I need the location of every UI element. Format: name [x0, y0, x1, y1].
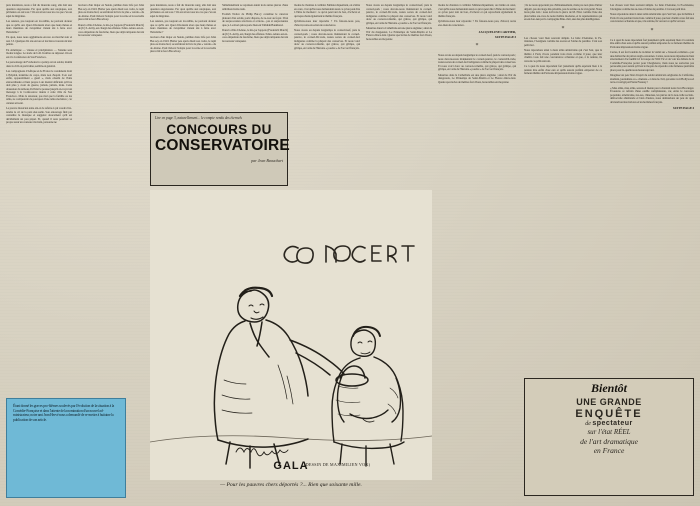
ad-line-6: en France [593, 446, 625, 455]
headline-title-line1: CONCOURS DU [166, 122, 272, 138]
ad-line-4: sur l'état RÉEL [587, 428, 631, 436]
paragraph: Nous répondons ainsi à deux amis américains qui c'est l'est, que la théâtre à Paris vivote pendant trois mois comme il joué, que leur cinéma vous fait une concurrence acharnée et que, à la rentrée, ils verront ce qu'ils verront. [610, 12, 694, 23]
paragraph: trouvera d'un major en Suède, publiée dans Life par John Her-sey en 1943. Hérier peu après disait son cadre, le repli plus ou moins bref, se terminant le livre le plus « vendu » du do-maine. Paul Osborn l'adapta pour la scène et la nouvelle pièce mit le feu à Broadway. [150, 35, 216, 53]
section-divider-asterisk: * [561, 25, 565, 32]
paragraph: Simultanément se représen-taient trois autres pièces d'une ambition moins rude. [222, 3, 288, 11]
ad-line-2: ENQUÊTE [575, 408, 643, 420]
ad-line-5: de l'art dramatique [580, 437, 638, 446]
ad-bientot-label: Bientôt [590, 381, 627, 395]
paragraph: Nous avons eu depuis longtemps le corned-beef, puis le corned-pork ; nous devons-nous maintenant le corned-pauvre, le corned-Di-vade, toutes sortes de corned-fect indigestes comme la plupart des conserves. Et nous voici donc au corned-comédie, qui grince, qui grimpe, qui grimpe, en vertu de l'histoire « poudre » de l'accord français. [366, 3, 432, 25]
paragraph: Nous répondons ainsi à deux amis américains qui c'est l'est, que la théâtre à Paris vivote pendant trois mois comme il joué, que leur cinéma vous fait une concurrence acharnée et que, à la rentrée, ils verront ce qu'ils verront. [524, 48, 602, 63]
advertisement-box[interactable] [524, 378, 694, 496]
paragraph: Certes, il est fort louable de ré-liérer la vérité sur « l'essouf-commun » par une démarche de pièces anglo-saxonnes. Certes, nous nous réjouissons bien sincèrement d'accueillir ici la troupe de l'Old Vic et de voir les débuts de la Comédie-Française porter pour l'Angleterre, mais nous ne som-mes pas persuadés pour autant qu'il est le moyen de répondre cette fameuse première place pour la-quelle nous beaucoup tant. [610, 50, 694, 72]
ad-line-3 [530, 420, 688, 428]
paragraph: Nous avons eu depuis longtemps le corned-beef, puis le corned-pork ; nous devons-nous maintenant le corned-pauvre, le corned-Di-vade, toutes sortes de corned-fect indigestes comme la plupart des conserves. Et nous voici donc au corned-comédie, qui grince, qui grimpe, qui grimpe, en vertu de l'histoire « poudre » de l'accord français. [438, 53, 516, 71]
paragraph: En Amérique — vitesse et précipitation — l'attente sera moins longue. Le stade de la R. Katrina au dépassé. On en est à la Conférence de San Francisco. [6, 47, 72, 59]
article-column-4 [222, 4, 288, 108]
paragraph: Foolish Notice de Philip Bar-ry constitue le canevas plaisant d'un soldat, porté disparu, de re-tour au foyer. D'où de surpre-nantes réactions et actions... pas si surprenantes que ça. Le mort qui ne porte bien est Tallulah Bankhead. [222, 12, 288, 27]
paragraph: Meurtres dans la Cathédrale est une pièce anglaise ; ainsi de l'Or du dangereux, Le Printemps de Saint-Martin et Le Fleuve étince-lant. Quatre spectacles de mérites fort divers, honorables en moyenne [366, 26, 432, 41]
article-column-7 [438, 4, 516, 374]
article-column-5 [294, 4, 360, 108]
headline-title-line2: CONSERVATOIRE [155, 137, 290, 155]
paragraph: Ce à quoi ils nous répondent fort justement qu'ils espèrent bien à la rentrée être enfin chez eux et qu'ils auront préféré emporter de ce fameux théâtre de Paris une impression moins vague. [524, 64, 602, 75]
continuation-note: SUITE PAGE 4 [672, 106, 694, 110]
paragraph: ; ils ne nous apportent pas d'éblouissement, mais pas non plus d'amer dégoût, pas de ratage mé-prisable, pas de sottise ou de vul-garité. Nous irons plus loin : nous écrivons la pièce de M. Eliot comme l'une des plus belles œu-vres de notre théâtre moderne, et la représentation qui en est don-née par la compagnie Mau-clair, une des plus intelligentes. [524, 3, 602, 21]
article-signature: JACQUELINE CARTIER, [478, 30, 516, 34]
paragraph: Imaginez un peu l'état d'esprit du soldat américain originaire de Californie, étudiant, journaliste ou « cinéaste » à dans le civil, qui entre voir Hollywood revu et corrigé par Pierre Fresnay ! [610, 73, 694, 84]
article-column-2 [78, 4, 144, 364]
paragraph: En quoi, nous nous agglutinons encore au marché noir et aux J.3. Quelque dix ans encore et les héros trouveront leur peinte. [6, 35, 72, 46]
paragraph: Dans la ville d'Adano, le ma-jor Joppolo (Frederich March) de (U) S. Army, est chargé des affaires civiles. Adano est en-core empreinte du fascisme, bien que déjà rampante devant le nouveau vainqueur. [78, 22, 144, 37]
editor-notice-text: Étant donné les graves pro-blèmes soulevés par l'évolution de la situation à la Comédie-Française et dans l'attente de la nomination d'un nouvel ad-ministrateur, notre ami Jean Hervé nous a demandé de re-mettre à huitaine la publication de son article. [13, 404, 115, 422]
ad-brand-name: spectateur [592, 420, 633, 427]
headline-byline: par Jean Beauchart [251, 158, 283, 164]
continuation-note: SUITE PAGE 3 [494, 35, 516, 39]
illustration-caption: — Pour les pauvres chers déportés ?... Rien que soixante mille. [220, 482, 362, 488]
paragraph: Les compagnons d'Afrique et de France le conduisent droit à l'hôpital, indemne de corps, mais non d'esprit. Il en sort enfin, apparemment « guéri », mais obsédé de l'idée extraordinaire et bien propre à un mental déficient qu'il ne doit plus y avoir de guerre, jamais, jamais, mais. Cette obsession du remous d'olivier le pousse jusqu'à en-voyer un message à la Confé-rence réunie à cette ville de San Francisco. Mais le sénateur, pas mal que la famille ou les amis, ne comprendra le pourquoi d'une telle résolution ; car curieux et isolé. [6, 69, 72, 105]
paragraph: Nous avons eu depuis longtemps le corned-beef, puis le corned-pork ; nous devons-nous maintenant le corned-pauvre, le corned-Di-vade, toutes sortes de corned-fect indigestes comme la plupart des conserves. Et nous voici donc au corned-comédie, qui grince, qui grimpe, qui grimpe, en vertu de l'histoire « poudre » de l'accord français. [294, 28, 360, 50]
paragraph: Le personnage de Foxholes in a parley est un soldat, mutilé dans la civil en particulier, semble en général. [6, 60, 72, 68]
illustration-credit: (DESSIN DE MAXIMILIEN VOX) [304, 462, 371, 467]
ad-line-3-prefix: de [585, 421, 591, 427]
article-column-3 [150, 4, 216, 108]
article-column-9 [610, 4, 694, 374]
section-divider-asterisk: * [650, 27, 654, 34]
paragraph: moins de chantres à combler. Mélancoliquement, on s'attire en ceux, c'est qu'ils nous demandent aussi ce qu'on peut dire à l'âme de moment : ce qu'on peut tant de bon, d'achevé et qui reprochent également le théâtre français. [294, 3, 360, 18]
headline-box [150, 112, 288, 186]
paragraph: Qu'allons-nous leur répondre ? En faisons-nous peu, d'abord, notre exa-men de conscience. [438, 19, 516, 27]
paragraph: Les choses vont bien souvent simple. La lutte d'Antoine, la Pa-rizienne, l'Araignée comme les au-tres et l'Ame de paraître. C'est son petit mot. [524, 35, 602, 47]
paragraph: Meurtres dans la Cathédrale est une pièce anglaise ; ainsi de l'Or du dangereux, Le Printemps de Saint-Martin et Le Fleuve étince-lant. Quatre spectacles de mérites fort divers, honorables en moyenne [438, 72, 516, 84]
ad-line-1: UNE GRANDE [576, 397, 642, 407]
illustration-gala-title: GALA [273, 460, 309, 472]
paragraph: moins de chantres à combler. Mélancoliquement, on s'attire en ceux, c'est qu'ils nous demandent aussi ce qu'on peut dire à l'âme de moment : ce qu'on peut tant de bon, d'achevé et qui reprochent également le théâtre français. [438, 3, 516, 18]
headline-lead: Lire en page 3, naturellement... le compte rendu des éternels [155, 116, 242, 120]
paragraph: purs intentions, nous a fait du mauvais sang, elle doit une question angoissante. Par quoi qu'elle aux utopiques, aux primaires on aut tous ? On savait en tous les cas que c'en un sujet de migraine. [150, 3, 216, 18]
paragraph: Les auteurs, pas toujours en tra-taillés, ne peuvent donner que ce qu'ils ont. Quoi d'étonnant alors que leurs thèses et leurs manières de s'exprimer n'aient été à faire avec l'héroïsme ? [150, 19, 216, 34]
paragraph: Dans la ville d'Adano, le ma-jor Joppolo (Frederich March) de (U) S. Army, est chargé des affaires civiles. Adano est en-core empreinte du fascisme, bien que déjà rampante devant le nouveau vainqueur. [222, 28, 288, 43]
editor-notice-box [6, 398, 126, 498]
paragraph: Ce à quoi ils nous répondent fort justement qu'ils espèrent bien à la rentrée être enfin chez eux et qu'ils auront préféré emporter de ce fameux théâtre de Paris une impression moins vague. [610, 37, 694, 49]
paragraph: purs intentions, nous a fait du mauvais sang, elle doit une question angoissante. Par quoi qu'elle aux utopiques, aux primaires on aut tous ? On savait en tous les cas que c'en un sujet de migraine. [6, 3, 72, 18]
paragraph: Le pauvre musicien tente ain-si de refaire à qui voudra l'en-tendre le cri de la paix éter-nelle. Son entourage finit par connaître la musique et suggérer doucement qu'il est décidément un peu piqué. Et, quand il aura pourtant sa propre sœur un couteau à la main, personne ne [6, 106, 72, 124]
article-column-8 [524, 4, 602, 374]
paragraph: Qu'allons-nous leur répondre ? En faisons-nous peu, d'abord, notre exa-men de conscience. [294, 19, 360, 27]
paragraph: Les auteurs, pas toujours en tra-taillés, ne peuvent donner que ce qu'ils ont. Quoi d'étonnant alors que leurs thèses et leurs manières de s'exprimer n'aient été à faire avec l'héroïsme ? [6, 19, 72, 34]
illustration-drawing [150, 190, 432, 480]
paragraph: Les choses vont bien souvent simple. La lutte d'Antoine, la Pa-rizienne, l'Araignée comme les au-tres et l'Ame de paraître. C'est son petit mot. [610, 3, 694, 11]
paragraph: trouvera d'un major en Suède, publiée dans Life par John Her-sey en 1943. Hérier peu après disait son cadre, le repli plus ou moins bref, se terminant le livre le plus « vendu » du do-maine. Paul Osborn l'adapta pour la scène et la nouvelle pièce mit le feu à Broadway. [78, 3, 144, 21]
article-column-6 [366, 4, 432, 108]
section-divider-asterisk: * [475, 43, 479, 49]
paragraph: « Mes amis, mes amis, serons-il mente peu à chantait notre bon Bé-ranger. Écoutons ce refrain d'une oreille complaisante, car, entre le concours populaire, américaine, rus-ses, chinoises, les pièces de la nou-velle socialo-démocratie allemande et bien d'autres, nous demandons un peu de quoi deviendront les maî-tres et les hommes français. [610, 85, 694, 104]
